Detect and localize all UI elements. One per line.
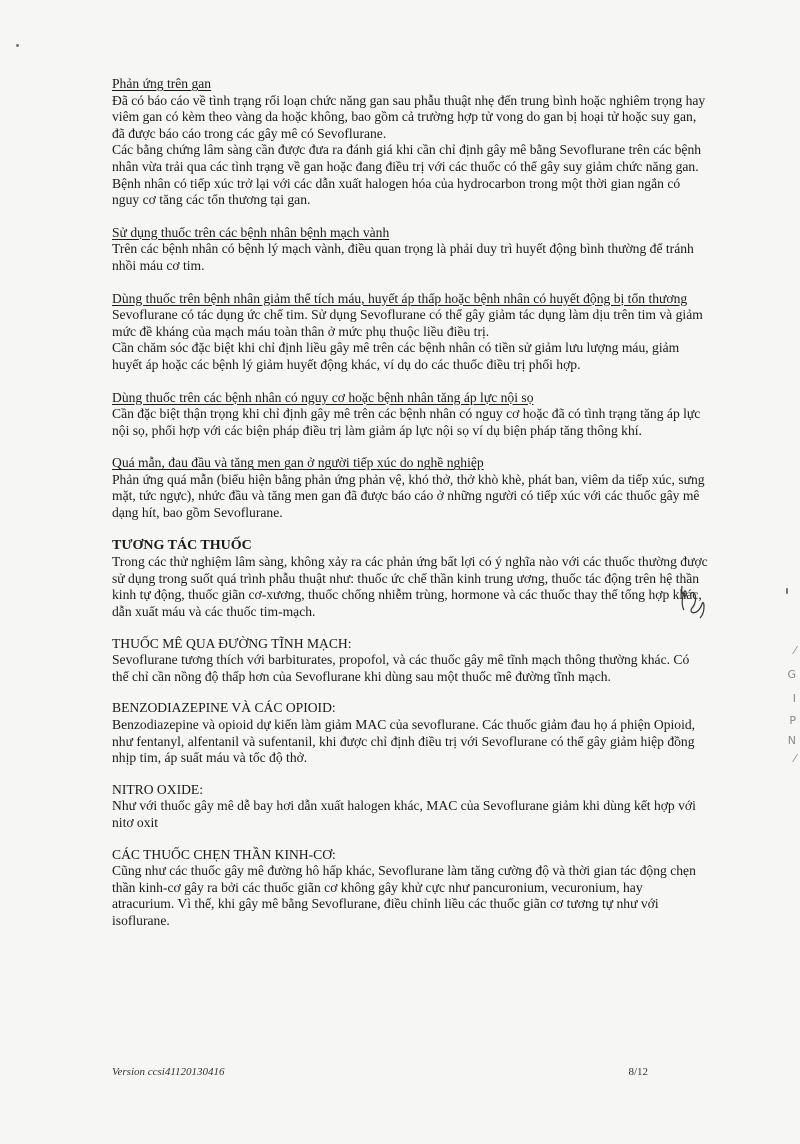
paragraph: Trong các thử nghiệm lâm sàng, không xảy ra các phản ứng bất lợi có ý nghĩa nào với các thuốc thường được sử dụng trong suốt quá trình phẫu thuật như: thuốc ức chế thần kinh trung ương, thuốc tác động trên hệ thần kinh tự động, thuốc giãn cơ-xương, thuốc chống nhiễm trùng, hormone và các thuốc thay thế tổng hợp khác, dẫn xuất máu và các thuốc tim-mạch. xyxy=(112,554,708,620)
scan-dot xyxy=(16,44,19,47)
page-number: 8/12 xyxy=(628,1066,648,1078)
section-coronary-disease xyxy=(112,225,708,275)
page-footer xyxy=(112,1066,648,1078)
interactions-title: TƯƠNG TÁC THUỐC xyxy=(112,537,252,553)
section-hypovolemia xyxy=(112,291,708,374)
section-heading: Phản ứng trên gan xyxy=(112,76,212,91)
page-body xyxy=(112,76,708,945)
paragraph: Cũng như các thuốc gây mê đường hô hấp khác, Sevoflurane làm tăng cường độ và thời gian tác động chẹn thần kinh-cơ gây ra bởi các thuốc giãn cơ không gây khử cực như pancuronium, vecuronium, hay atracurium. Vì thế, khi gây mê bằng Sevoflurane, điều chỉnh liều các thuốc giãn cơ tương tự như với isoflurane. xyxy=(112,863,696,928)
margin-glyph: ⁄ xyxy=(794,644,796,657)
paragraph: Đã có báo cáo về tình trạng rối loạn chức năng gan sau phẫu thuật nhẹ đến trung bình hoặc nghiêm trọng hay viêm gan có kèm theo vàng da hoặc không, bao gồm cả trường hợp tử vong do gan bị hoại tử hoặc suy gan, đã được báo cáo trong các gây mê có Sevoflurane. xyxy=(112,92,706,141)
right-edge-marks xyxy=(770,0,800,1144)
section-heading: Dùng thuốc trên các bệnh nhân có nguy cơ hoặc bệnh nhân tăng áp lực nội sọ xyxy=(112,389,534,405)
section-heading: Quá mẫn, đau đầu và tăng men gan ở người tiếp xúc do nghề nghiệp xyxy=(112,455,484,471)
paragraph: Phản ứng quá mẫn (biểu hiện bằng phản ứng phản vệ, khó thở, thở khò khè, phát ban, viêm da tiếp xúc, sưng mặt, tức ngực), nhức đầu và tăng men gan đã được báo cáo ở những người có tiếp xúc với các thuốc gây mê dạng hít, bao gồm Sevoflurane. xyxy=(112,471,705,521)
section-liver-reactions xyxy=(112,76,708,209)
margin-glyph: ⁄ xyxy=(794,752,796,765)
paragraph: Sevoflurane có tác dụng ức chế tim. Sử dụng Sevoflurane có thể gây giảm tác dụng làm dịu trên tim và giảm mức đề kháng của mạch máu toàn thân ở mức phụ thuộc liều điều trị. xyxy=(112,307,703,339)
section-hypersensitivity xyxy=(112,455,708,521)
subsection-iv-anesthetics xyxy=(112,636,708,686)
subsection-neuromuscular-blockers xyxy=(112,847,708,930)
margin-glyph: I xyxy=(792,692,796,705)
section-heading: Dùng thuốc trên bệnh nhân giảm thể tích máu, huyết áp thấp hoặc bệnh nhân có huyết động bị tổn thương xyxy=(112,290,688,306)
subsection-heading: BENZODIAZEPINE VÀ CÁC OPIOID: xyxy=(112,700,336,716)
handwritten-initials-mark xyxy=(676,582,710,620)
subsection-heading: NITRO OXIDE: xyxy=(112,781,203,797)
subsection-heading: THUỐC MÊ QUA ĐƯỜNG TĨNH MẠCH: xyxy=(112,635,352,651)
scan-dot xyxy=(786,588,788,594)
paragraph: Như với thuốc gây mê dễ bay hơi dẫn xuất halogen khác, MAC của Sevoflurane giảm khi dùng kết hợp với nitơ oxit xyxy=(112,798,696,830)
subsection-heading: CÁC THUỐC CHẸN THẦN KINH-CƠ: xyxy=(112,846,336,862)
margin-glyph: N xyxy=(787,734,796,747)
paragraph: Benzodiazepine và opioid dự kiến làm giảm MAC của sevoflurane. Các thuốc giảm đau họ á phiện Opioid, như fentanyl, alfentanil và sufentanil, khi được chỉ định điều trị với Sevoflurane có thể gây giảm hiệp đồng nhịp tim, áp suất máu và tốc độ thở. xyxy=(112,717,696,766)
margin-glyph: G xyxy=(787,668,796,681)
section-intracranial-pressure xyxy=(112,390,708,440)
paragraph: Sevoflurane tương thích với barbiturates, propofol, và các thuốc gây mê tĩnh mạch thông thường khác. Có thể chỉ cần nồng độ thấp hơn của Sevoflurane khi dùng sau một thuốc mê đường tĩnh mạch. xyxy=(112,652,690,684)
section-drug-interactions xyxy=(112,538,708,621)
paragraph: Các bằng chứng lâm sàng cần được đưa ra đánh giá khi cần chỉ định gây mê bằng Sevoflurane trên các bệnh nhân vừa trải qua các tình trạng về gan hoặc đang điều trị với các thuốc có thể gây suy giảm chức năng gan. xyxy=(112,142,702,174)
paragraph: Cần đặc biệt thận trọng khi chỉ định gây mê trên các bệnh nhân có nguy cơ hoặc đã có tình trạng tăng áp lực nội sọ, phối hợp với các biện pháp điều trị làm giảm áp lực nội sọ ví dụ biện pháp tăng thông khí. xyxy=(112,406,701,438)
subsection-nitrous-oxide xyxy=(112,782,708,832)
paragraph: Bệnh nhân có tiếp xúc trở lại với các dẫn xuất halogen hóa của hydrocarbon trong một thời gian ngắn có nguy cơ tăng các tổn thương tại gan. xyxy=(112,175,681,208)
margin-glyph: P xyxy=(789,714,796,727)
version-label: Version ccsi41120130416 xyxy=(112,1066,225,1078)
paragraph: Trên các bệnh nhân có bệnh lý mạch vành, điều quan trọng là phải duy trì huyết động bình thường để tránh nhồi máu cơ tim. xyxy=(112,241,694,273)
subsection-benzodiazepine-opioid xyxy=(112,700,708,766)
paragraph: Cần chăm sóc đặc biệt khi chỉ định liều gây mê trên các bệnh nhân có tiền sử giảm lưu lượng máu, giảm huyết áp hoặc các bệnh lý giảm huyết động khác, ví dụ do các thuốc điều trị phối hợp. xyxy=(112,340,680,372)
section-heading: Sử dụng thuốc trên các bệnh nhân bệnh mạch vành xyxy=(112,224,390,240)
